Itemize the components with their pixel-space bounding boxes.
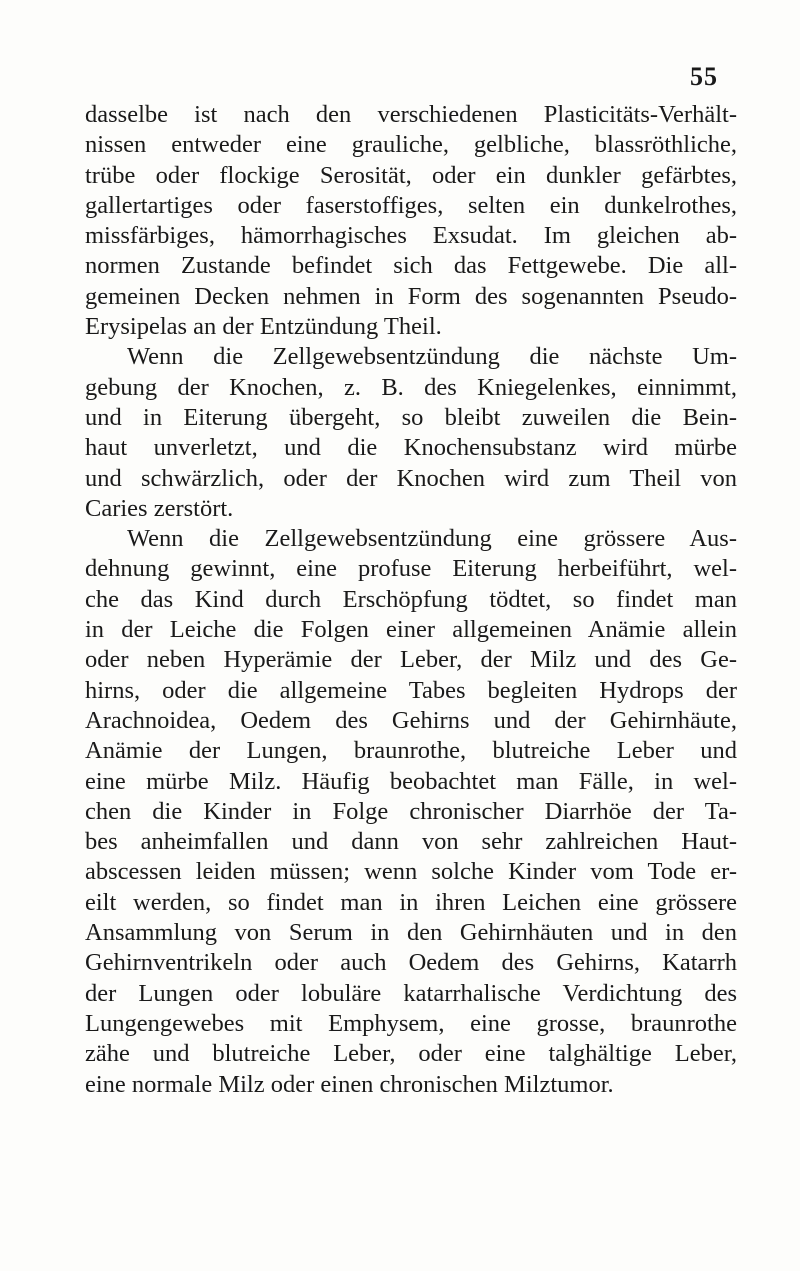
page-number: 55 bbox=[690, 62, 718, 91]
text-line: Caries zerstört. bbox=[85, 494, 234, 522]
text-line: gallertartiges oder faserstoffiges, selten ein dunkelrothes, bbox=[85, 191, 737, 219]
text-line: normen Zustande befindet sich das Fettgewebe. Die all- bbox=[85, 252, 737, 280]
text-line: und schwärzlich, oder der Knochen wird zum Theil von bbox=[85, 464, 737, 492]
text-line: eilt werden, so findet man in ihren Leichen eine grössere bbox=[85, 888, 737, 916]
text-line: eine normale Milz oder einen chronischen Milztumor. bbox=[85, 1070, 614, 1098]
text-line: dehnung gewinnt, eine profuse Eiterung herbeiführt, wel- bbox=[85, 555, 737, 583]
text-line: oder neben Hyperämie der Leber, der Milz und des Ge- bbox=[85, 646, 737, 674]
text-line: gemeinen Decken nehmen in Form des sogenannten Pseudo- bbox=[85, 282, 737, 310]
text-line: haut unverletzt, und die Knochensubstanz wird mürbe bbox=[85, 434, 737, 462]
text-line: Gehirnventrikeln oder auch Oedem des Gehirns, Katarrh bbox=[85, 949, 737, 977]
text-line: Erysipelas an der Entzündung Theil. bbox=[85, 313, 442, 341]
text-line: abscessen leiden müssen; wenn solche Kinder vom Tode er- bbox=[85, 858, 737, 886]
text-line: in der Leiche die Folgen einer allgemeinen Anämie allein bbox=[85, 616, 737, 644]
text-line: trübe oder flockige Serosität, oder ein dunkler gefärbtes, bbox=[85, 161, 737, 189]
text-line: Anämie der Lungen, braunrothe, blutreiche Leber und bbox=[85, 737, 737, 765]
text-line: chen die Kinder in Folge chronischer Diarrhöe der Ta- bbox=[85, 797, 737, 825]
text-line: nissen entweder eine grauliche, gelbliche, blassröthliche, bbox=[85, 131, 737, 159]
text-line: Wenn die Zellgewebsentzündung eine grössere Aus- bbox=[127, 525, 737, 553]
text-line: missfärbiges, hämorrhagisches Exsudat. Im gleichen ab- bbox=[85, 222, 737, 250]
text-line: hirns, oder die allgemeine Tabes begleiten Hydrops der bbox=[85, 676, 737, 704]
text-line: che das Kind durch Erschöpfung tödtet, so findet man bbox=[85, 585, 737, 613]
text-line: bes anheimfallen und dann von sehr zahlreichen Haut- bbox=[85, 828, 737, 856]
text-line: gebung der Knochen, z. B. des Kniegelenkes, einnimmt, bbox=[85, 373, 737, 401]
body-text bbox=[85, 100, 737, 1100]
text-line: Lungengewebes mit Emphysem, eine grosse, braunrothe bbox=[85, 1009, 737, 1037]
text-line: Arachnoidea, Oedem des Gehirns und der Gehirnhäute, bbox=[85, 706, 737, 734]
text-line: dasselbe ist nach den verschiedenen Plasticitäts-Verhält- bbox=[85, 101, 737, 128]
text-line: Wenn die Zellgewebsentzündung die nächste Um- bbox=[127, 343, 737, 371]
text-line: und in Eiterung übergeht, so bleibt zuweilen die Bein- bbox=[85, 403, 737, 431]
text-line: zähe und blutreiche Leber, oder eine talghältige Leber, bbox=[85, 1040, 737, 1068]
text-line: eine mürbe Milz. Häufig beobachtet man Fälle, in wel- bbox=[85, 767, 737, 795]
text-line: der Lungen oder lobuläre katarrhalische Verdichtung des bbox=[85, 979, 737, 1007]
text-line: Ansammlung von Serum in den Gehirnhäuten und in den bbox=[85, 919, 737, 947]
